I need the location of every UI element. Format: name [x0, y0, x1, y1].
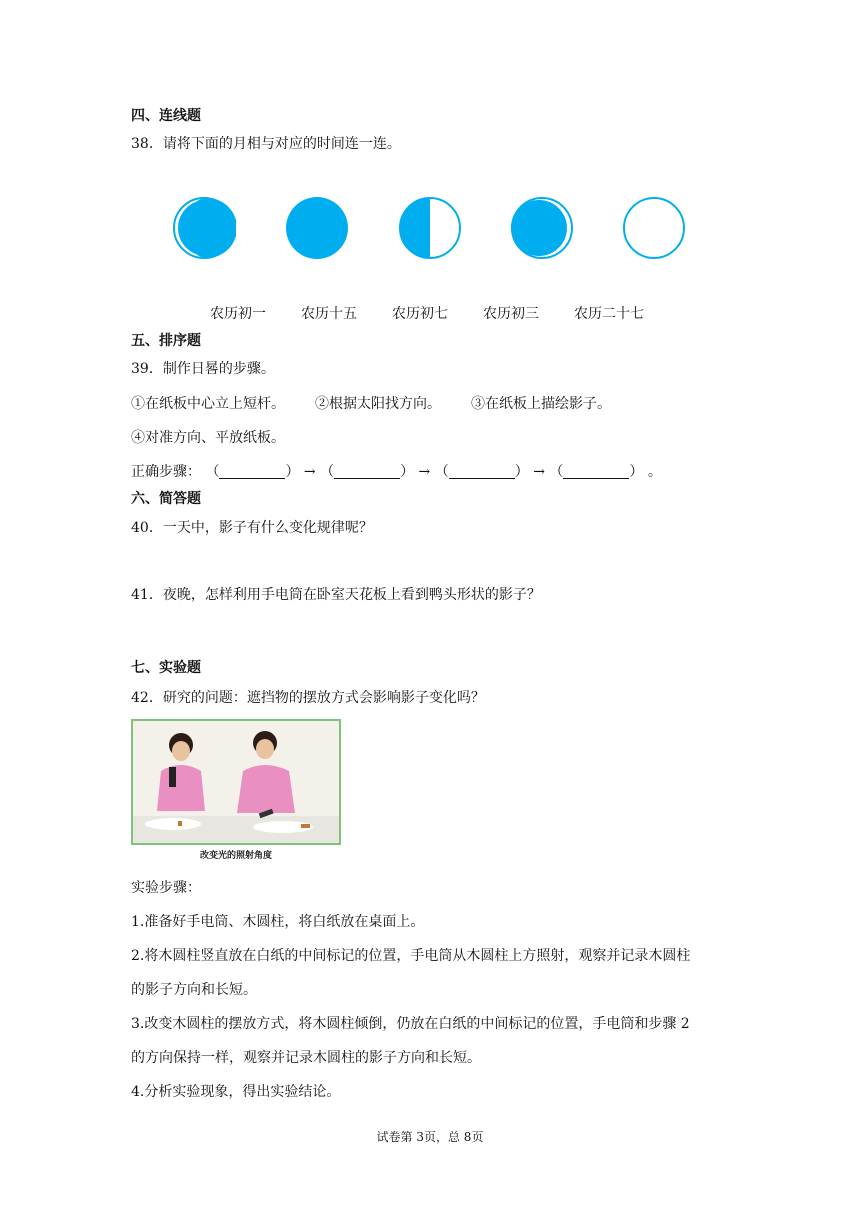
experiment-photo	[131, 719, 341, 845]
question-39: 39．制作日晷的步骤。	[131, 361, 275, 377]
section-7-heading: 七、实验题	[131, 660, 201, 676]
question-42: 42．研究的问题：遮挡物的摆放方式会影响影子变化吗？	[131, 690, 485, 706]
option-1: ①在纸板中心立上短杆。	[131, 396, 285, 412]
period: 。	[647, 464, 662, 480]
photo-caption: 改变光的照射角度	[199, 851, 272, 861]
answer-line	[131, 462, 662, 482]
answer-blank-2[interactable]	[334, 464, 400, 479]
section-6-heading: 六、简答题	[131, 491, 201, 507]
question-40: 40．一天中，影子有什么变化规律呢？	[131, 520, 373, 536]
moon-phase-new-icon	[622, 196, 686, 260]
arrow-icon: →	[303, 464, 316, 480]
lunar-label: 农历初一	[210, 306, 266, 322]
answer-blank-4[interactable]	[563, 464, 629, 479]
paren-close: ）	[400, 464, 415, 480]
steps-title: 实验步骤：	[131, 880, 201, 896]
step-2-line-1: 2.将木圆柱竖直放在白纸的中间标记的位置，手电筒从木圆柱上方照射，观察并记录木圆柱	[131, 948, 691, 964]
paren-close: ）	[285, 464, 300, 480]
lunar-label: 农历二十七	[574, 306, 644, 322]
moon-phase-gibbous-left-icon	[510, 196, 574, 260]
option-3: ③在纸板上描绘影子。	[471, 396, 611, 412]
moon-phase-half-icon	[398, 196, 462, 260]
paren-open: （	[549, 464, 564, 480]
step-3-line-1: 3.改变木圆柱的摆放方式，将木圆柱倾倒，仍放在白纸的中间标记的位置，手电筒和步骤 2	[131, 1016, 690, 1032]
paren-close: ）	[629, 464, 644, 480]
lunar-label: 农历十五	[301, 306, 357, 322]
children-flashlight-illustration	[133, 721, 339, 843]
step-1: 1.准备好手电筒、木圆柱，将白纸放在桌面上。	[131, 914, 425, 930]
answer-blank-3[interactable]	[449, 464, 515, 479]
answer-label: 正确步骤：	[131, 464, 201, 480]
moon-phases-row	[170, 196, 690, 260]
arrow-icon: →	[418, 464, 431, 480]
moon-phase-gibbous-icon	[172, 196, 236, 260]
question-38: 38．请将下面的月相与对应的时间连一连。	[131, 136, 401, 152]
lunar-date-labels	[0, 303, 860, 323]
section-4-heading: 四、连线题	[131, 108, 201, 124]
step-3-line-2: 的方向保持一样，观察并记录木圆柱的影子方向和长短。	[131, 1050, 481, 1066]
option-4: ④对准方向、平放纸板。	[131, 430, 285, 446]
paren-close: ）	[514, 464, 529, 480]
paren-open: （	[205, 464, 220, 480]
page-footer: 试卷第 3页，总 8页	[376, 1130, 484, 1144]
section-5-heading: 五、排序题	[131, 333, 201, 349]
option-2: ②根据太阳找方向。	[315, 396, 441, 412]
moon-phase-full-icon	[285, 196, 349, 260]
paren-open: （	[320, 464, 335, 480]
step-2-line-2: 的影子方向和长短。	[131, 982, 257, 998]
lunar-label: 农历初三	[483, 306, 539, 322]
lunar-label: 农历初七	[392, 306, 448, 322]
arrow-icon: →	[533, 464, 545, 480]
question-41: 41．夜晚，怎样利用手电筒在卧室天花板上看到鸭头形状的影子？	[131, 587, 541, 603]
step-4: 4.分析实验现象，得出实验结论。	[131, 1084, 341, 1100]
answer-blank-1[interactable]	[219, 464, 285, 479]
step-options	[131, 394, 611, 414]
paren-open: （	[434, 464, 449, 480]
